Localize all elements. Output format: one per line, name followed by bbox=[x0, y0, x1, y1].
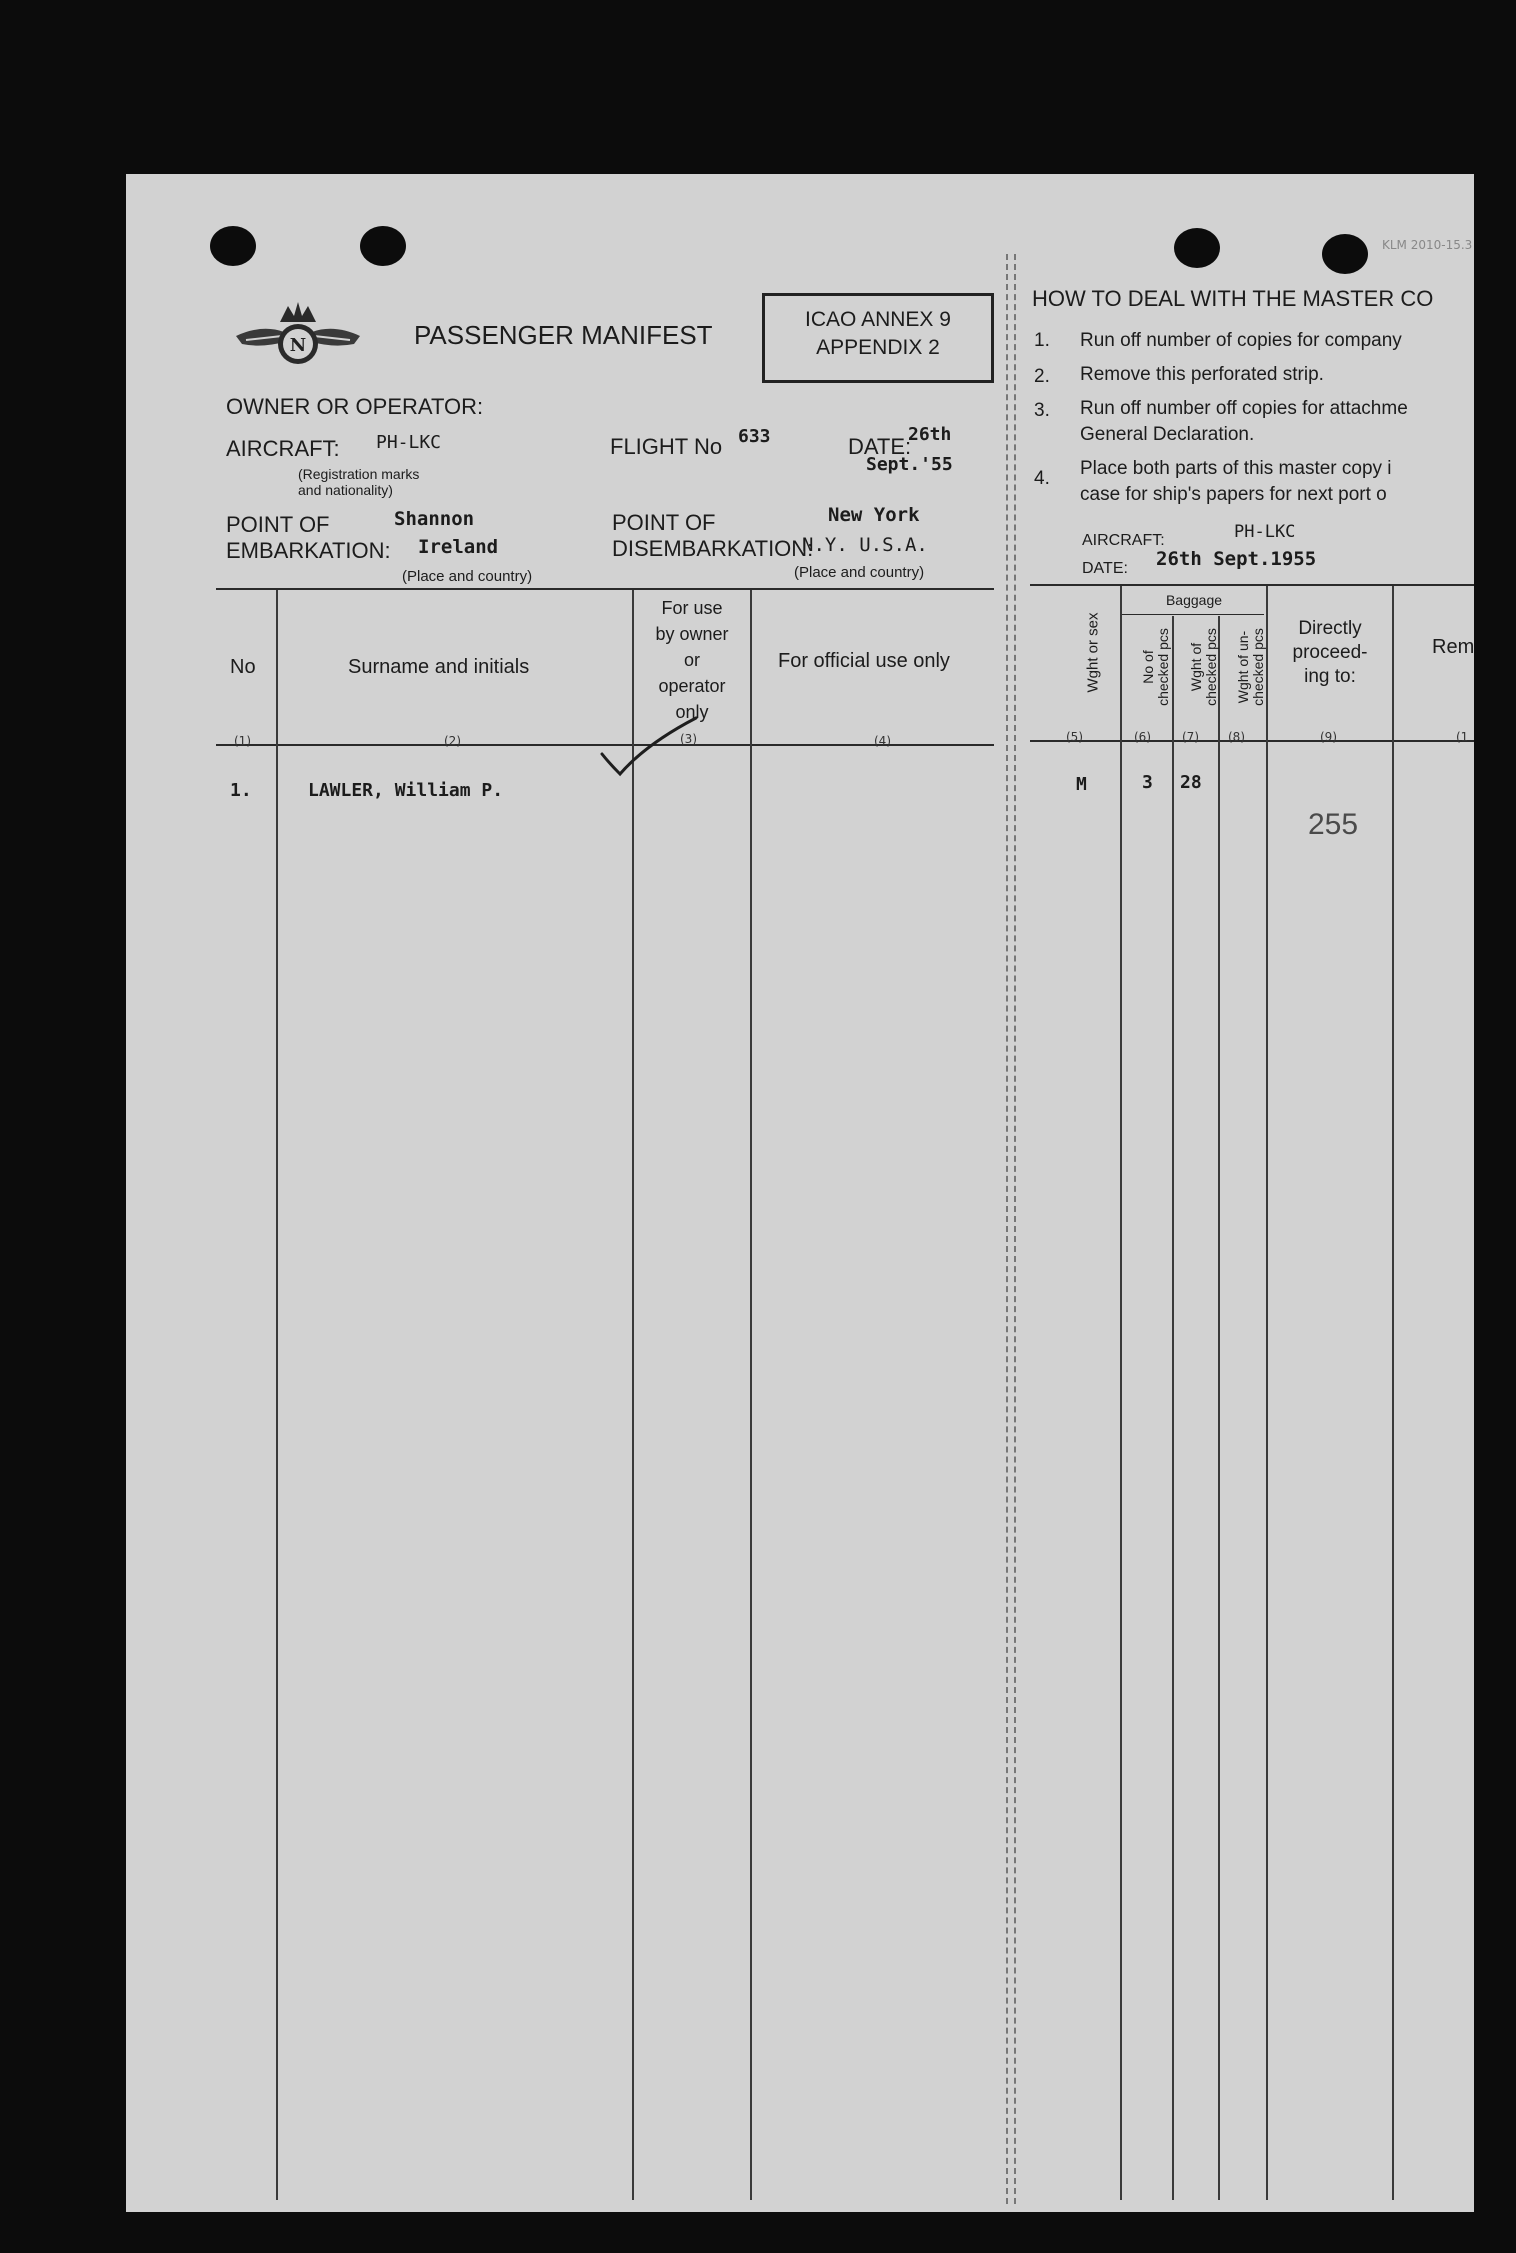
column-divider bbox=[1218, 616, 1220, 2200]
embarkation-note: (Place and country) bbox=[402, 568, 533, 585]
aircraft-note-2: and nationality) bbox=[298, 482, 393, 498]
handwritten-number: 255 bbox=[1308, 808, 1359, 841]
col-wght-unchecked-line: Wght of un- bbox=[1235, 630, 1251, 704]
col-wght-checked-line: checked pcs bbox=[1203, 628, 1219, 706]
icao-box bbox=[762, 293, 994, 383]
instruction-num: 1. bbox=[1034, 330, 1050, 351]
icao-annex: ICAO ANNEX 9 bbox=[805, 308, 951, 331]
icao-appendix: APPENDIX 2 bbox=[816, 336, 940, 359]
date-value-day: 26th bbox=[908, 424, 952, 445]
embarkation-label-2: EMBARKATION: bbox=[226, 538, 391, 563]
column-divider bbox=[276, 590, 278, 2200]
flight-value: 633 bbox=[738, 426, 771, 447]
column-divider bbox=[632, 590, 634, 2200]
embarkation-label-1: POINT OF bbox=[226, 512, 330, 537]
col-no-header: No bbox=[230, 656, 256, 678]
col-owner-use-5: only bbox=[675, 702, 709, 722]
aircraft-note-1: (Registration marks bbox=[298, 466, 420, 482]
aircraft-value: PH-LKC bbox=[376, 432, 442, 453]
col-wght-checked-line: Wght of bbox=[1188, 642, 1204, 692]
manifest-page bbox=[126, 174, 1474, 2212]
instruction-text: Remove this perforated strip. bbox=[1080, 364, 1324, 385]
col-number: (9) bbox=[1320, 730, 1337, 744]
embarkation-value-2: Ireland bbox=[418, 536, 499, 558]
instruction-text-cont: case for ship's papers for next port o bbox=[1080, 484, 1387, 505]
disembarkation-note: (Place and country) bbox=[794, 564, 925, 581]
form-code: KLM 2010-15.3 bbox=[1382, 238, 1473, 252]
instruction-text-cont: General Declaration. bbox=[1080, 424, 1255, 445]
col-no-checked-line: checked pcs bbox=[1155, 628, 1171, 706]
col-number: (4) bbox=[874, 734, 891, 748]
col-number: (7) bbox=[1182, 730, 1199, 744]
col-number: (8) bbox=[1228, 730, 1245, 744]
header-bottom-rule bbox=[1030, 740, 1474, 742]
col-wght-unchecked-header bbox=[1236, 619, 1266, 715]
row-pieces: 3 bbox=[1142, 772, 1153, 793]
punch-hole bbox=[1322, 234, 1368, 274]
instructions-title: HOW TO DEAL WITH THE MASTER CO bbox=[1032, 286, 1434, 311]
col-owner-use-1: For use bbox=[661, 598, 723, 618]
col-number: (2) bbox=[444, 734, 461, 748]
manifest-title: PASSENGER MANIFEST bbox=[414, 320, 713, 350]
embarkation-value-1: Shannon bbox=[394, 508, 475, 530]
col-remarks-header: Rem bbox=[1432, 636, 1474, 658]
col-owner-use-4: operator bbox=[658, 676, 726, 696]
punch-hole bbox=[360, 226, 406, 266]
punch-hole bbox=[210, 226, 256, 266]
table-top-rule bbox=[1030, 584, 1474, 586]
col-surname-header: Surname and initials bbox=[348, 656, 530, 678]
column-divider bbox=[1392, 586, 1394, 2200]
col-number: (3) bbox=[680, 732, 697, 746]
baggage-rule bbox=[1122, 614, 1264, 615]
strip-date-value: 26th Sept.1955 bbox=[1156, 548, 1317, 570]
col-number: (6) bbox=[1134, 730, 1151, 744]
column-divider bbox=[1172, 616, 1174, 2200]
handwritten-checkmark bbox=[596, 714, 706, 784]
disembarkation-label-2: DISEMBARKATION: bbox=[612, 536, 814, 561]
instruction-num: 2. bbox=[1034, 366, 1050, 387]
perforation-line bbox=[1014, 254, 1016, 2204]
strip-aircraft-value: PH-LKC bbox=[1234, 522, 1296, 542]
row-no: 1. bbox=[230, 780, 252, 801]
baggage-header: Baggage bbox=[1165, 592, 1223, 608]
disembarkation-label-1: POINT OF bbox=[612, 510, 716, 535]
disembarkation-value-1: New York bbox=[828, 504, 920, 526]
col-no-checked-line: No of bbox=[1140, 650, 1156, 684]
row-sex: M bbox=[1076, 774, 1087, 795]
aircraft-label: AIRCRAFT: bbox=[226, 436, 340, 461]
punch-hole bbox=[1174, 228, 1220, 268]
instruction-text: Run off number of copies for company bbox=[1080, 330, 1402, 351]
col-wght-unchecked-line: checked pcs bbox=[1250, 628, 1266, 706]
col-directly-2: proceed- bbox=[1292, 642, 1368, 663]
col-wght-checked-header bbox=[1189, 619, 1219, 715]
flight-label: FLIGHT No bbox=[610, 434, 723, 459]
instruction-text: Run off number off copies for attachme bbox=[1080, 398, 1408, 419]
col-number: (5) bbox=[1066, 730, 1083, 744]
disembarkation-value-2: N.Y. U.S.A. bbox=[802, 534, 928, 556]
col-number: (1 bbox=[1456, 730, 1469, 744]
col-official-header: For official use only bbox=[778, 650, 950, 672]
airline-crown-logo bbox=[232, 298, 364, 374]
instruction-num: 3. bbox=[1034, 400, 1050, 421]
instruction-text: Place both parts of this master copy i bbox=[1080, 458, 1392, 479]
column-divider bbox=[1266, 586, 1268, 2200]
col-no-checked-header bbox=[1141, 619, 1171, 715]
instruction-num: 4. bbox=[1034, 468, 1050, 489]
date-label: DATE: bbox=[848, 434, 912, 459]
col-wght-sex-header: Wght or sex bbox=[1084, 612, 1102, 693]
col-owner-use-3: or bbox=[683, 650, 700, 670]
col-number: (1) bbox=[234, 734, 251, 748]
perforation-line bbox=[1006, 254, 1008, 2204]
col-directly-1: Directly bbox=[1298, 618, 1362, 639]
strip-date-label: DATE: bbox=[1082, 560, 1128, 577]
column-divider bbox=[750, 590, 752, 2200]
col-owner-use-2: by owner bbox=[655, 624, 729, 644]
svg-text:N: N bbox=[289, 335, 307, 356]
owner-label: OWNER OR OPERATOR: bbox=[226, 394, 484, 419]
date-value-month: Sept.'55 bbox=[866, 454, 953, 475]
row-weight: 28 bbox=[1180, 772, 1202, 793]
strip-aircraft-label: AIRCRAFT: bbox=[1082, 532, 1165, 549]
row-name: LAWLER, William P. bbox=[308, 780, 504, 801]
column-divider bbox=[1120, 586, 1122, 2200]
col-directly-3: ing to: bbox=[1304, 666, 1356, 687]
table-top-rule bbox=[216, 588, 994, 590]
